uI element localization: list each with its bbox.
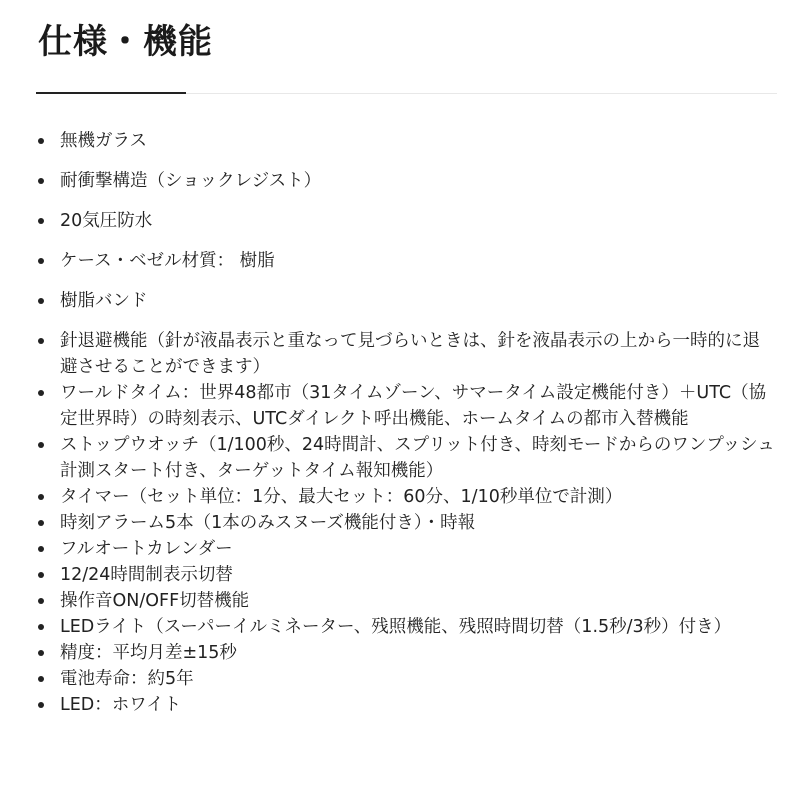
spec-item-timer: タイマー（セット単位：1分、最大セット：60分、1/10秒単位で計測） — [36, 484, 776, 510]
spec-item-button-tone: 操作音ON/OFF切替機能 — [36, 588, 776, 614]
spec-item-case-material: ケース・ベゼル材質： 樹脂 — [36, 248, 776, 274]
spec-item-world-time: ワールドタイム：世界48都市（31タイムゾーン、サマータイム設定機能付き）＋UTC（協定世界時）の時刻表示、UTCダイレクト呼出機能、ホームタイムの都市入替機能 — [36, 380, 776, 432]
spec-item-led-light: LEDライト（スーパーイルミネーター、残照機能、残照時間切替（1.5秒/3秒）付き） — [36, 614, 776, 640]
spec-item-stopwatch: ストップウオッチ（1/100秒、24時間計、スプリット付き、時刻モードからのワンプッシュ計測スタート付き、ターゲットタイム報知機能） — [36, 432, 776, 484]
spec-item-accuracy: 精度：平均月差±15秒 — [36, 640, 776, 666]
spec-item-led-color: LED：ホワイト — [36, 692, 776, 718]
spec-item-alarm: 時刻アラーム5本（1本のみスヌーズ機能付き）・時報 — [36, 510, 776, 536]
spec-item-hour-format: 12/24時間制表示切替 — [36, 562, 776, 588]
spec-item-battery: 電池寿命：約5年 — [36, 666, 776, 692]
spec-item-calendar: フルオートカレンダー — [36, 536, 776, 562]
page-title: 仕様・機能 — [38, 22, 213, 62]
spec-item-shock-resist: 耐衝撃構造（ショックレジスト） — [36, 168, 776, 194]
spec-item-glass: 無機ガラス — [36, 128, 776, 154]
spec-list — [36, 128, 776, 718]
spec-item-water-resist: 20気圧防水 — [36, 208, 776, 234]
title-divider-accent — [36, 92, 186, 94]
spec-item-band: 樹脂バンド — [36, 288, 776, 314]
spec-item-hand-shift: 針退避機能（針が液晶表示と重なって見づらいときは、針を液晶表示の上から一時的に退避させることができます） — [36, 328, 776, 380]
